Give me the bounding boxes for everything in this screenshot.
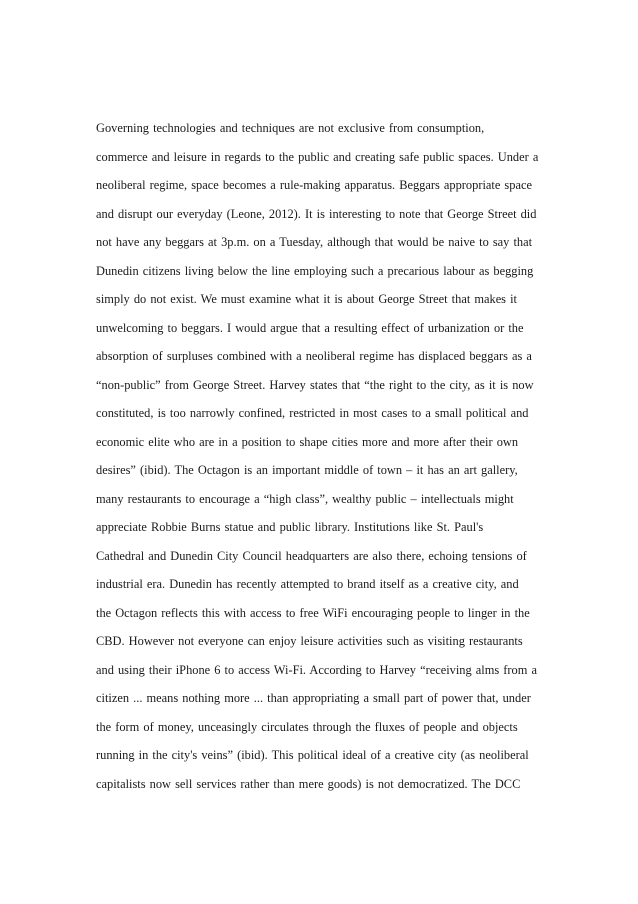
text-line: not have any beggars at 3p.m. on a Tuesday, although that would be naive to say that <box>96 235 533 249</box>
text-line: unwelcoming to beggars. I would argue that a resulting effect of urbanization or the <box>96 320 524 335</box>
text-line: the Octagon reflects this with access to free WiFi encouraging people to linger in the <box>96 605 530 620</box>
text-line: neoliberal regime, space becomes a rule-making apparatus. Beggars appropriate space <box>96 178 532 192</box>
text-line: “non-public” from George Street. Harvey states that “the right to the city, as it is now <box>96 377 534 392</box>
text-line: the form of money, unceasingly circulates through the fluxes of people and objects <box>96 719 518 734</box>
text-line: desires” (ibid). The Octagon is an important middle of town – it has an art gallery, <box>96 463 518 477</box>
text-line: appreciate Robbie Burns statue and public library. Institutions like St. Paul's <box>96 520 484 534</box>
text-line: Cathedral and Dunedin City Council headquarters are also there, echoing tensions of <box>96 548 527 563</box>
text-line: running in the city's veins” (ibid). This political ideal of a creative city (as neoliberal <box>96 748 529 762</box>
body-paragraph <box>96 114 556 798</box>
text-line: constituted, is too narrowly confined, restricted in most cases to a small political and <box>96 406 529 420</box>
text-line: and disrupt our everyday (Leone, 2012). It is interesting to note that George Street did <box>96 206 537 221</box>
text-line: citizen ... means nothing more ... than appropriating a small part of power that, under <box>96 691 531 705</box>
text-line: economic elite who are in a position to shape cities more and more after their own <box>96 434 519 449</box>
text-line: and using their iPhone 6 to access Wi-Fi. According to Harvey “receiving alms from a <box>96 662 537 677</box>
text-line: commerce and leisure in regards to the public and creating safe public spaces. Under a <box>96 149 539 164</box>
text-line: CBD. However not everyone can enjoy leisure activities such as visiting restaurants <box>96 634 523 648</box>
text-line: Dunedin citizens living below the line employing such a precarious labour as begging <box>96 263 534 278</box>
text-line: many restaurants to encourage a “high class”, wealthy public – intellectuals might <box>96 491 514 506</box>
text-line: absorption of surpluses combined with a neoliberal regime has displaced beggars as a <box>96 349 532 363</box>
text-line: industrial era. Dunedin has recently attempted to brand itself as a creative city, and <box>96 577 519 591</box>
text-line: simply do not exist. We must examine what it is about George Street that makes it <box>96 292 517 306</box>
text-line: Governing technologies and techniques are not exclusive from consumption, <box>96 121 485 135</box>
text-line: capitalists now sell services rather than mere goods) is not democratized. The DCC <box>96 776 521 791</box>
